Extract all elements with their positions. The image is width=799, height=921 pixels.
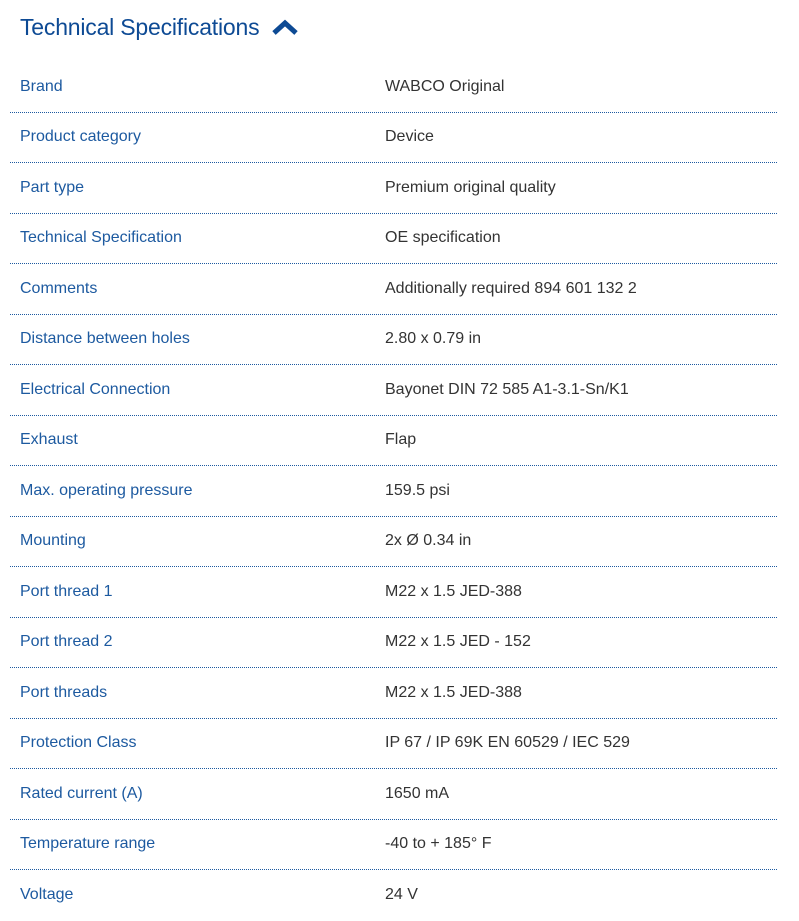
spec-value: OE specification [385, 229, 501, 247]
spec-label: Product category [20, 128, 141, 146]
spec-value: 2.80 x 0.79 in [385, 330, 482, 348]
spec-value: 24 V [385, 886, 418, 904]
spec-row-brand [10, 62, 777, 113]
spec-value: Additionally required 894 601 132 2 [385, 279, 637, 297]
spec-value: -40 to + 185° F [385, 835, 492, 853]
spec-row-part-type [10, 163, 777, 214]
spec-row-electrical-connection [10, 365, 777, 416]
spec-row-port-thread-1 [10, 567, 777, 618]
spec-label: Mounting [20, 532, 86, 550]
spec-label: Electrical Connection [20, 380, 171, 398]
spec-row-technical-specification [10, 214, 777, 265]
spec-value: WABCO Original [385, 77, 505, 95]
chevron-up-icon[interactable] [271, 17, 299, 37]
spec-row-exhaust [10, 416, 777, 467]
spec-value: Premium original quality [385, 178, 556, 196]
section-title: Technical Specifications [20, 13, 260, 40]
spec-label: Distance between holes [20, 330, 190, 348]
spec-label: Part type [20, 178, 85, 196]
spec-row-port-thread-2 [10, 618, 777, 669]
spec-label: Rated current (A) [20, 784, 143, 802]
spec-value: 1650 mA [385, 784, 450, 802]
spec-row-voltage [10, 870, 777, 921]
spec-row-max-operating-pressure [10, 466, 777, 517]
spec-value: 159.5 psi [385, 481, 450, 499]
spec-value: Bayonet DIN 72 585 A1-3.1-Sn/K1 [385, 380, 629, 398]
spec-label: Port thread 2 [20, 633, 113, 651]
spec-label: Port threads [20, 683, 108, 701]
spec-label: Max. operating pressure [20, 481, 193, 499]
spec-label: Comments [20, 279, 98, 297]
spec-value: Device [385, 128, 434, 146]
spec-label: Technical Specification [20, 229, 182, 247]
spec-row-port-threads [10, 668, 777, 719]
spec-value: 2x Ø 0.34 in [385, 532, 472, 550]
spec-row-mounting [10, 517, 777, 568]
spec-label: Brand [20, 77, 63, 95]
spec-value: Flap [385, 431, 417, 449]
spec-row-product-category [10, 113, 777, 164]
spec-row-distance-between-holes [10, 315, 777, 366]
spec-label: Voltage [20, 886, 74, 904]
spec-value: M22 x 1.5 JED-388 [385, 582, 522, 600]
spec-value: M22 x 1.5 JED-388 [385, 683, 522, 701]
specifications-table [10, 62, 777, 921]
spec-value: IP 67 / IP 69K EN 60529 / IEC 529 [385, 734, 630, 752]
spec-label: Protection Class [20, 734, 137, 752]
spec-label: Temperature range [20, 835, 156, 853]
spec-label: Exhaust [20, 431, 78, 449]
spec-label: Port thread 1 [20, 582, 113, 600]
spec-value: M22 x 1.5 JED - 152 [385, 633, 531, 651]
spec-row-temperature-range [10, 820, 777, 871]
technical-specifications-toggle[interactable] [20, 10, 299, 44]
spec-row-rated-current [10, 769, 777, 820]
spec-row-comments [10, 264, 777, 315]
spec-row-protection-class [10, 719, 777, 770]
